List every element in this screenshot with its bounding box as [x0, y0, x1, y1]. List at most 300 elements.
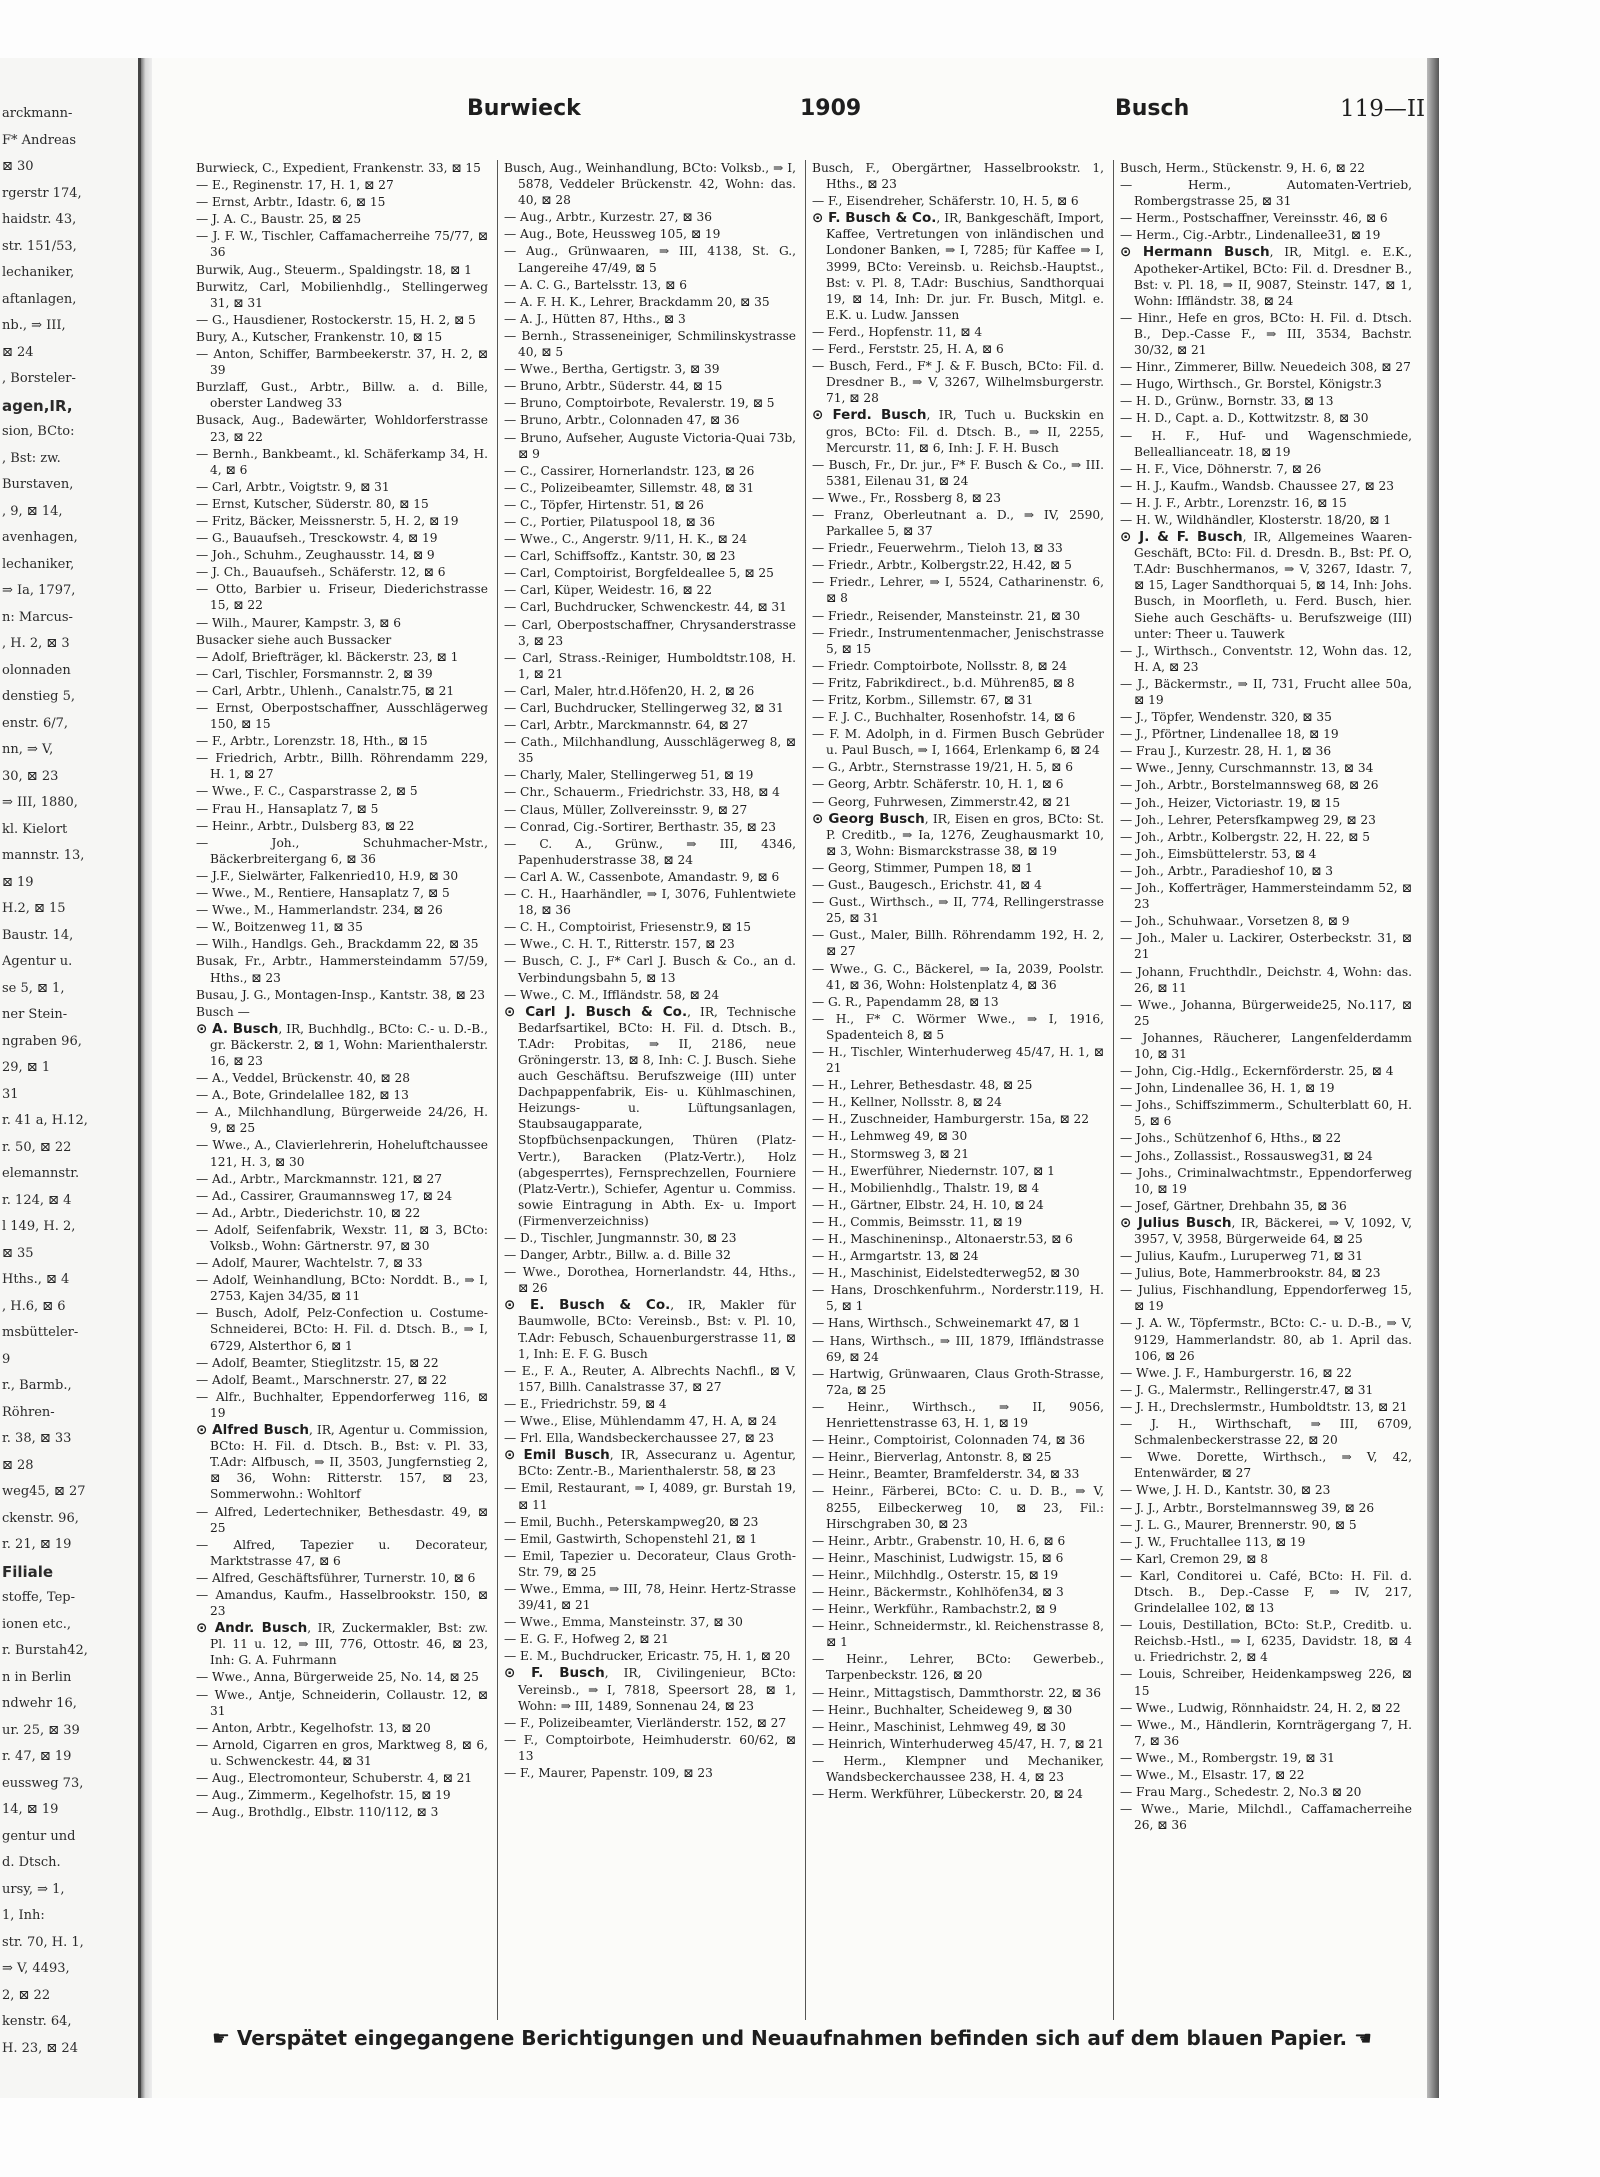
directory-entry: — Adolf, Briefträger, kl. Bäckerstr. 23, ⊠ 1: [196, 649, 459, 664]
prev-page-line: ursy, ⇒ 1,: [2, 1881, 65, 1897]
directory-entry: — A., Veddel, Brückenstr. 40, ⊠ 28: [196, 1071, 410, 1086]
directory-entry: — H., Tischler, Winterhuderweg 45/47, H. 1, ⊠ 21: [812, 1044, 1104, 1076]
prev-page-line: ⊠ 19: [2, 874, 34, 890]
prev-page-line: kenstr. 64,: [2, 2014, 72, 2029]
directory-entry: — Heinr., Arbtr., Grabenstr. 10, H. 6, ⊠ 6: [812, 1533, 1066, 1548]
directory-entry: — H., Armgartstr. 13, ⊠ 24: [812, 1249, 979, 1264]
directory-entry: — Otto, Barbier u. Friseur, Diederichstrasse 15, ⊠ 22: [196, 582, 488, 613]
directory-entry: — A., Bote, Grindelallee 182, ⊠ 13: [196, 1088, 409, 1103]
prev-page-line: arckmann-: [2, 106, 73, 121]
directory-entry: — Aug., Brothdlg., Elbstr. 110/112, ⊠ 3: [196, 1805, 439, 1820]
directory-entry: — Heinr., Lehrer, BCto: Gewerbeb., Tarpenbeckstr. 126, ⊠ 20: [812, 1652, 1104, 1683]
directory-entry: — Ad., Cassirer, Graumannsweg 17, ⊠ 24: [196, 1188, 453, 1203]
prev-page-line: ⇒ Ia, 1797,: [2, 583, 76, 598]
directory-entry: — H., Maschinist, Eidelstedterweg52, ⊠ 30: [812, 1266, 1080, 1281]
prev-page-line: elemannstr.: [2, 1166, 80, 1181]
directory-entry: — G., Bauaufseh., Tresckowstr. 4, ⊠ 19: [196, 531, 438, 546]
prev-page-line: Burstaven,: [2, 477, 74, 492]
directory-entry: — Alfred, Geschäftsführer, Turnerstr. 10, ⊠ 6: [196, 1570, 476, 1585]
directory-entry: — D., Tischler, Jungmannstr. 30, ⊠ 23: [504, 1231, 737, 1245]
prev-page-line: , Borsteler-: [2, 371, 76, 386]
directory-entry: — Carl, Schiffsoffz., Kantstr. 30, ⊠ 23: [504, 549, 736, 564]
directory-page: [152, 58, 1427, 2098]
prev-page-line: ckenstr. 96,: [2, 1510, 79, 1526]
prev-page-line: 1, Inh:: [2, 1908, 45, 1923]
directory-entry: — H., Zuschneider, Hamburgerstr. 15a, ⊠ 22: [812, 1112, 1090, 1127]
directory-entry: — Friedr., Lehrer, ⇒ I, 5524, Catharinenstr. 6, ⊠ 8: [812, 575, 1104, 606]
prev-page-line: Filiale: [2, 1563, 54, 1580]
directory-entry: — Herm., Cig.-Arbtr., Lindenallee31, ⊠ 19: [1120, 228, 1381, 243]
prev-page-line: nb., ⇒ III,: [2, 318, 66, 333]
firm-entry: ⊙ Carl J. Busch & Co., IR, Technische Bedarfsartikel, BCto: H. Fil. d. Dtsch. B., T.Adr: Probitas, ⇒ II, 2186, neue Gröningerstr. 13, ⊠ 8, Inh: C. J. Busch. Siehe auch Geschäftsu. Berufszweige (III) unter Dachpappenfabrik, Eis- u. Kühlmaschinen, Heizungs- u. Lüftungsanlagen, Staubsaugapparate, Stopfbüchsenpackungen, Thüren (Platz-Vertr.), Baracken (Platz-Vertr.), Holz (abgesperrtes), Fernsprechzellen, Fourniere (Platz-Vertr.), Schiefer, Agentur u. Commiss. sowie Eintragung in Abth. Ex- u. Import (Firmenverzeichniss): [504, 1003, 796, 1228]
directory-entry: — J., Töpfer, Wendenstr. 320, ⊠ 35: [1120, 710, 1332, 725]
directory-entry: — Emil, Gastwirth, Schopenstehl 21, ⊠ 1: [504, 1531, 758, 1546]
directory-entry: — H. F., Vice, Döhnerstr. 7, ⊠ 26: [1120, 461, 1322, 476]
directory-entry: — Heinr., Bäckermstr., Kohlhöfen34, ⊠ 3: [812, 1584, 1064, 1599]
pointing-hand-icon: ☚: [1354, 2026, 1372, 2050]
directory-entry: — Herm., Postschaffner, Vereinsstr. 46, ⊠ 6: [1120, 211, 1388, 226]
prev-page-line: ndwehr 16,: [2, 1696, 77, 1711]
directory-entry: — Carl, Buchdrucker, Stellingerweg 32, ⊠ 31: [504, 701, 784, 715]
directory-entry: — Alfred, Tapezier u. Decorateur, Marktstrasse 47, ⊠ 6: [196, 1537, 488, 1568]
prev-page-line: Röhren-: [2, 1404, 55, 1420]
directory-entry: — Georg, Arbtr. Schäferstr. 10, H. 1, ⊠ 6: [812, 777, 1064, 792]
directory-entry: — J. H., Drechslermstr., Humboldtstr. 13, ⊠ 21: [1120, 1399, 1408, 1414]
directory-entry: — C., Polizeibeamter, Sillemstr. 48, ⊠ 31: [504, 480, 755, 495]
directory-entry: — Joh., Schuhwaar., Vorsetzen 8, ⊠ 9: [1120, 914, 1350, 929]
directory-entry: — Bruno, Arbtr., Colonnaden 47, ⊠ 36: [504, 413, 740, 428]
directory-entry: — Fritz, Fabrikdirect., b.d. Mühren85, ⊠ 8: [812, 675, 1075, 690]
firm-entry: ⊙ Julius Busch, IR, Bäckerei, ⇒ V, 1092, V, 3957, V, 3958, Bürgerweide 64, ⊠ 25: [1120, 1214, 1412, 1246]
directory-entry: — Wwe., Emma, ⇒ III, 78, Heinr. Hertz-Strasse 39/41, ⊠ 21: [504, 1581, 796, 1613]
directory-entry: — Joh., Schuhmacher-Mstr., Bäckerbreitergang 6, ⊠ 36: [196, 835, 488, 866]
prev-page-line: r. 47, ⊠ 19: [2, 1749, 72, 1764]
directory-entry: — F. J. C., Buchhalter, Rosenhofstr. 14, ⊠ 6: [812, 710, 1076, 725]
directory-entry: — Heinr., Wirthsch., ⇒ II, 9056, Henriettenstrasse 63, H. 1, ⊠ 19: [812, 1399, 1104, 1431]
directory-entry: — Wwe., Johanna, Bürgerweide25, No.117, ⊠ 25: [1120, 997, 1412, 1028]
prev-page-line: n in Berlin: [2, 1669, 72, 1685]
directory-entry: — J. Ch., Bauaufseh., Schäferstr. 12, ⊠ 6: [196, 565, 446, 580]
prev-page-line: r. 41 a, H.12,: [2, 1113, 88, 1128]
firm-entry: ⊙ E. Busch & Co., IR, Makler für Baumwolle, BCto: Vereinsb., Bst: v. Pl. 10, T.Adr: Febusch, Schauenburgerstrasse 11, ⊠ 1, Inh: E. F. G. Busch: [504, 1297, 796, 1361]
prev-page-line: , H. 2, ⊠ 3: [2, 636, 70, 651]
directory-entry: — Adolf, Beamter, Stieglitzstr. 15, ⊠ 22: [196, 1355, 439, 1370]
prev-page-line: str. 151/53,: [2, 238, 77, 254]
directory-entry: — Arnold, Cigarren en gros, Marktweg 8, ⊠ 6, u. Schwenckestr. 44, ⊠ 31: [196, 1737, 488, 1768]
directory-entry: — G. R., Papendamm 28, ⊠ 13: [812, 994, 999, 1009]
directory-entry: — Heinr., Färberei, BCto: C. u. D. B., ⇒ V, 8255, Eilbeckerweg 10, ⊠ 23, Fil.: Hirschgraben 30, ⊠ 23: [812, 1484, 1104, 1531]
prev-page-line: ⇒ III, 1880,: [2, 795, 78, 810]
directory-entry: — Adolf, Weinhandlung, BCto: Norddt. B., ⇒ I, 2753, Kajen 34/35, ⊠ 11: [196, 1273, 488, 1304]
directory-entry: — Wwe., Anna, Bürgerweide 25, No. 14, ⊠ 25: [196, 1670, 479, 1685]
prev-page-line: rgerstr 174,: [2, 185, 82, 201]
directory-entry: — Carl, Arbtr., Voigtstr. 9, ⊠ 31: [196, 479, 390, 494]
column-divider: [497, 160, 498, 2020]
footer-notice: [192, 2026, 1392, 2056]
prev-page-line: 30, ⊠ 23: [2, 768, 59, 784]
directory-entry: — J. H., Wirthschaft, ⇒ III, 6709, Schmalenbeckerstrasse 22, ⊠ 20: [1120, 1417, 1412, 1448]
firm-entry: ⊙ Emil Busch, IR, Assecuranz u. Agentur, BCto: Zentr.-B., Marienthalerstr. 58, ⊠ 23: [504, 1447, 796, 1479]
directory-entry: — C. A., Grünw., ⇒ III, 4346, Papenhuderstrasse 38, ⊠ 24: [504, 836, 796, 867]
directory-entry: — Bruno, Comptoirbote, Revalerstr. 19, ⊠ 5: [504, 396, 775, 411]
directory-entry: — Louis, Schreiber, Heidenkampsweg 226, ⊠ 15: [1120, 1667, 1412, 1698]
directory-entry: — Heinr., Schneidermstr., kl. Reichenstrasse 8, ⊠ 1: [812, 1619, 1104, 1650]
directory-entry: — Wwe., C. M., Iffländstr. 58, ⊠ 24: [504, 987, 720, 1002]
directory-entry: — H., Lehrer, Bethesdastr. 48, ⊠ 25: [812, 1078, 1033, 1093]
directory-entry: — Wwe., M., Rombergstr. 19, ⊠ 31: [1120, 1750, 1335, 1765]
directory-entry: — Friedr., Feuerwehrm., Tieloh 13, ⊠ 33: [812, 541, 1063, 556]
directory-entry: — Joh., Arbtr., Borstelmannsweg 68, ⊠ 26: [1120, 778, 1379, 793]
directory-column-4: [1120, 160, 1412, 2020]
directory-entry: — Aug., Arbtr., Kurzestr. 27, ⊠ 36: [504, 210, 712, 225]
directory-entry: — Heinr., Mittagstisch, Dammthorstr. 22, ⊠ 36: [812, 1685, 1102, 1700]
directory-entry: — E. G. F., Hofweg 2, ⊠ 21: [504, 1632, 669, 1647]
prev-page-line: , 9, ⊠ 14,: [2, 503, 63, 519]
column-divider: [805, 160, 806, 2020]
directory-entry: — Joh., Eimsbüttelerstr. 53, ⊠ 4: [1120, 846, 1317, 861]
directory-entry: — W., Boitzenweg 11, ⊠ 35: [196, 920, 363, 935]
directory-entry: — Wwe., Elise, Mühlendamm 47, H. A, ⊠ 24: [504, 1414, 777, 1429]
directory-entry: — H., Kellner, Nollsstr. 8, ⊠ 24: [812, 1095, 1002, 1110]
directory-entry: — John, Lindenallee 36, H. 1, ⊠ 19: [1120, 1081, 1335, 1096]
directory-entry: — J., Pförtner, Lindenallee 18, ⊠ 19: [1120, 727, 1339, 742]
directory-entry: — Wwe., Fr., Rossberg 8, ⊠ 23: [812, 490, 1002, 505]
prev-page-line: agen,IR,: [2, 397, 73, 414]
directory-entry: — Frau J., Kurzestr. 28, H. 1, ⊠ 36: [1120, 744, 1332, 759]
directory-entry: — Bruno, Arbtr., Süderstr. 44, ⊠ 15: [504, 379, 723, 394]
directory-entry: — Busch, Adolf, Pelz-Confection u. Costume-Schneiderei, BCto: H. Fil. d. Dtsch. B., ⇒ I, 6729, Alsterthor 6, ⊠ 1: [196, 1306, 488, 1353]
header-year: 1909: [800, 96, 862, 121]
directory-entry: — Wwe., M., Hammerlandstr. 234, ⊠ 26: [196, 903, 443, 918]
prev-page-line: 14, ⊠ 19: [2, 1802, 59, 1817]
prev-page-line: 29, ⊠ 1: [2, 1060, 51, 1075]
directory-entry: Busch, Herm., Stückenstr. 9, H. 6, ⊠ 22: [1120, 161, 1366, 175]
directory-entry: — Wilh., Maurer, Kampstr. 3, ⊠ 6: [196, 615, 401, 630]
directory-entry: — Johann, Fruchthdlr., Deichstr. 4, Wohn: das. 26, ⊠ 11: [1120, 964, 1412, 995]
prev-page-line: r. 21, ⊠ 19: [2, 1537, 72, 1552]
directory-entry: — Julius, Kaufm., Luruperweg 71, ⊠ 31: [1120, 1249, 1363, 1264]
directory-entry: — John, Cig.-Hdlg., Eckernförderstr. 25, ⊠ 4: [1120, 1064, 1394, 1079]
directory-entry: — Conrad, Cig.-Sortirer, Berthastr. 35, ⊠ 23: [504, 819, 777, 834]
directory-entry: — Ernst, Oberpostschaffner, Ausschlägerweg 150, ⊠ 15: [196, 701, 488, 732]
previous-page-fragment: [0, 58, 141, 2098]
prev-page-line: ur. 25, ⊠ 39: [2, 1722, 80, 1738]
directory-entry: — J., Wirthsch., Conventstr. 12, Wohn das. 12, H. A, ⊠ 23: [1120, 643, 1412, 674]
prev-page-line: ngraben 96,: [2, 1033, 82, 1049]
directory-entry: — H., Gärtner, Elbstr. 24, H. 10, ⊠ 24: [812, 1197, 1044, 1212]
directory-entry: — Wwe., Bertha, Gertigstr. 3, ⊠ 39: [504, 362, 720, 377]
column-divider: [1113, 160, 1114, 2020]
directory-entry: — Hans, Wirthsch., ⇒ III, 1879, Iffländstrasse 69, ⊠ 24: [812, 1333, 1104, 1364]
directory-entry: Busch —: [196, 1004, 250, 1019]
directory-entry: — Carl, Arbtr., Uhlenh., Canalstr.75, ⊠ 21: [196, 683, 455, 698]
directory-entry: — Bruno, Aufseher, Auguste Victoria-Quai 73b, ⊠ 9: [504, 430, 796, 461]
directory-entry: — C. H., Haarhändler, ⇒ I, 3076, Fuhlentwiete 18, ⊠ 36: [504, 887, 796, 918]
directory-entry: Busch, Aug., Weinhandlung, BCto: Volksb., ⇒ I, 5878, Veddeler Brückenstr. 42, Wohn: das. 40, ⊠ 28: [504, 161, 796, 208]
directory-entry: — Heinr., Beamter, Bramfelderstr. 34, ⊠ 33: [812, 1467, 1080, 1482]
prev-page-line: sion, BCto:: [2, 424, 75, 439]
directory-entry: — Ernst, Arbtr., Idastr. 6, ⊠ 15: [196, 195, 386, 210]
directory-entry: — Ferd., Hopfenstr. 11, ⊠ 4: [812, 324, 983, 339]
directory-entry: — Anton, Arbtr., Kegelhofstr. 13, ⊠ 20: [196, 1720, 431, 1735]
prev-page-line: r., Barmb.,: [2, 1378, 72, 1393]
directory-entry: — Wwe., M., Elsastr. 17, ⊠ 22: [1120, 1768, 1305, 1782]
directory-entry: — H., Mobilienhdlg., Thalstr. 19, ⊠ 4: [812, 1180, 1040, 1195]
directory-column-2: [504, 160, 796, 2020]
directory-entry: — Anton, Schiffer, Barmbeekerstr. 37, H. 2, ⊠ 39: [196, 347, 488, 378]
page-header: [152, 96, 1427, 136]
directory-entry: — Carl, Tischler, Forsmannstr. 2, ⊠ 39: [196, 666, 433, 681]
directory-entry: — Johannes, Räucherer, Langenfelderdamm 10, ⊠ 31: [1120, 1030, 1412, 1061]
pointing-hand-icon: ☛: [211, 2026, 230, 2050]
directory-entry: — G., Arbtr., Sternstrasse 19/21, H. 5, ⊠ 6: [812, 760, 1073, 775]
directory-entry: — Joh., Kofferträger, Hammersteindamm 52, ⊠ 23: [1120, 881, 1412, 912]
directory-entry: — H., Stormsweg 3, ⊠ 21: [812, 1146, 969, 1161]
directory-entry: — Adolf, Seifenfabrik, Wexstr. 11, ⊠ 3, BCto: Volksb., Wohn: Gärtnerstr. 97, ⊠ 30: [196, 1222, 488, 1253]
directory-entry: — Wwe. Dorette, Wirthsch., ⇒ V, 42, Entenwärder, ⊠ 27: [1120, 1450, 1412, 1481]
directory-entry: — Adolf, Maurer, Wachtelstr. 7, ⊠ 33: [196, 1256, 423, 1271]
directory-entry: — Emil, Restaurant, ⇒ I, 4089, gr. Burstah 19, ⊠ 11: [504, 1481, 796, 1512]
directory-entry: — Wwe., Antje, Schneiderin, Collaustr. 12, ⊠ 31: [196, 1687, 488, 1718]
firm-entry: ⊙ A. Busch, IR, Buchhdlg., BCto: C.- u. D.-B., gr. Bäckerstr. 2, ⊠ 1, Wohn: Marienthalerstr. 16, ⊠ 23: [196, 1020, 488, 1068]
directory-entry: — Hugo, Wirthsch., Gr. Borstel, Königstr.3: [1120, 377, 1382, 392]
directory-entry: — Herm. Werkführer, Lübeckerstr. 20, ⊠ 24: [812, 1787, 1083, 1802]
directory-entry: Burwieck, C., Expedient, Frankenstr. 33, ⊠ 15: [196, 161, 481, 175]
directory-entry: — Georg, Stimmer, Pumpen 18, ⊠ 1: [812, 860, 1033, 875]
prev-page-line: , H.6, ⊠ 6: [2, 1298, 66, 1314]
directory-entry: Busak, Fr., Arbtr., Hammersteindamm 57/59, Hths., ⊠ 23: [196, 954, 488, 985]
directory-entry: — Wwe. J. F., Hamburgerstr. 16, ⊠ 22: [1120, 1365, 1352, 1380]
prev-page-line: ner Stein-: [2, 1007, 68, 1022]
directory-entry: — Carl A. W., Cassenbote, Amandastr. 9, ⊠ 6: [504, 869, 780, 884]
directory-entry: — Joh., Schuhm., Zeughausstr. 14, ⊠ 9: [196, 548, 435, 563]
prev-page-line: ⊠ 28: [2, 1457, 34, 1473]
directory-entry: — Hans, Droschkenfuhrm., Norderstr.119, H. 5, ⊠ 1: [812, 1283, 1104, 1314]
header-last-name: Busch: [1115, 96, 1190, 121]
directory-entry: — Danger, Arbtr., Billw. a. d. Bille 32: [504, 1248, 731, 1263]
directory-entry: — Wwe., F. C., Casparstrasse 2, ⊠ 5: [196, 784, 418, 799]
directory-entry: — Aug., Grünwaaren, ⇒ III, 4138, St. G., Langereihe 47/49, ⊠ 5: [504, 244, 796, 275]
directory-entry: — Hartwig, Grünwaaren, Claus Groth-Strasse, 72a, ⊠ 25: [812, 1366, 1104, 1397]
directory-entry: — Johs., Criminalwachtmstr., Eppendorferweg 10, ⊠ 19: [1120, 1165, 1412, 1196]
directory-entry: — C., Töpfer, Hirtenstr. 51, ⊠ 26: [504, 497, 704, 512]
directory-entry: — Heinr., Werkführ., Rambachstr.2, ⊠ 9: [812, 1602, 1057, 1617]
directory-entry: — Karl, Conditorei u. Café, BCto: H. Fil. d. Dtsch. B., Dep.-Casse F, ⇒ IV, 217, Grindelallee 102, ⊠ 13: [1120, 1568, 1412, 1616]
directory-entry: — Alfred, Ledertechniker, Bethesdastr. 49, ⊠ 25: [196, 1504, 488, 1535]
directory-entry: — H. D., Capt. a. D., Kottwitzstr. 8, ⊠ 30: [1120, 411, 1369, 426]
directory-entry: — J. G., Malermstr., Rellingerstr.47, ⊠ 31: [1120, 1382, 1374, 1397]
directory-entry: — Heinr., Comptoirist, Colonnaden 74, ⊠ 36: [812, 1433, 1085, 1448]
directory-entry: — E., F. A., Reuter, A. Albrechts Nachfl., ⊠ V, 157, Billh. Canalstrasse 37, ⊠ 27: [504, 1363, 796, 1394]
directory-entry: — Wwe, J. H. D., Kantstr. 30, ⊠ 23: [1120, 1483, 1331, 1498]
directory-entry: Busacker siehe auch Bussacker: [196, 632, 392, 647]
firm-entry: ⊙ J. & F. Busch, IR, Allgemeines Waaren-Geschäft, BCto: Fil. d. Dresdn. B., Bst: Pf. O, T.Adr: Buschhermanos, ⇒ V, 3267, Idastr. 7, ⊠ 15, Lager Sandthorquai 5, ⊠ 14, Inh: Johs. Busch, in Moorfleth, u. Ferd. Busch, hier. Siehe auch Geschäfts- u. Berufszweige (III) unter: Theer u. Tauwerk: [1120, 529, 1412, 641]
directory-entry: — J.F., Sielwärter, Falkenried10, H.9, ⊠ 30: [196, 868, 459, 883]
directory-entry: — A. F. H. K., Lehrer, Brackdamm 20, ⊠ 35: [504, 294, 770, 309]
directory-entry: — Frau Marg., Schedestr. 2, No.3 ⊠ 20: [1120, 1785, 1362, 1800]
directory-entry: — Julius, Fischhandlung, Eppendorferweg 15, ⊠ 19: [1120, 1283, 1412, 1314]
directory-entry: — Heinrich, Winterhuderweg 45/47, H. 7, ⊠ 21: [812, 1736, 1104, 1751]
directory-entry: — Fritz, Korbm., Sillemstr. 67, ⊠ 31: [812, 693, 1034, 707]
directory-entry: — Gust., Wirthsch., ⇒ II, 774, Rellingerstrasse 25, ⊠ 31: [812, 895, 1104, 926]
directory-entry: — Friedr. Comptoirbote, Nollsstr. 8, ⊠ 24: [812, 658, 1068, 673]
directory-entry: — Gust., Maler, Billh. Röhrendamm 192, H. 2, ⊠ 27: [812, 928, 1104, 959]
directory-entry: — F., Polizeibeamter, Vierländerstr. 152, ⊠ 27: [504, 1715, 787, 1730]
book-gutter: [141, 58, 152, 2098]
directory-entry: — Wwe., Ludwig, Rönnhaidstr. 24, H. 2, ⊠ 22: [1120, 1700, 1401, 1715]
directory-entry: — Bernh., Strasseneiniger, Schmilinskystrasse 40, ⊠ 5: [504, 328, 796, 360]
directory-entry: — J. L. G., Maurer, Brennerstr. 90, ⊠ 5: [1120, 1517, 1357, 1532]
prev-page-line: r. Burstah42,: [2, 1643, 88, 1658]
directory-entry: — Ernst, Kutscher, Süderstr. 80, ⊠ 15: [196, 496, 429, 511]
prev-page-line: r. 38, ⊠ 33: [2, 1431, 72, 1446]
directory-column-1: [196, 160, 488, 2020]
prev-page-line: ⊠ 35: [2, 1245, 34, 1261]
directory-entry: — Ad., Arbtr., Diederichstr. 10, ⊠ 22: [196, 1205, 421, 1220]
directory-entry: — Cath., Milchhandlung, Ausschlägerweg 8, ⊠ 35: [504, 735, 796, 766]
firm-entry: ⊙ Hermann Busch, IR, Mitgl. e. E.K., Apotheker-Artikel, BCto: Fil. d. Dresdner B., Bst: v. Pl. 18, ⇒ II, 9087, Steinstr. 147, ⊠ 1, Wohn: Iffländstr. 38, ⊠ 24: [1120, 244, 1412, 308]
directory-entry: — H. F., Huf- und Wagenschmiede, Belleallianceatr. 18, ⊠ 19: [1120, 428, 1412, 459]
footer-text: Verspätet eingegangene Berichtigungen und Neuaufnahmen befinden sich auf dem blauen Papier.: [236, 2026, 1348, 2050]
page-edge: [1427, 58, 1439, 2098]
directory-entry: — Wwe., M., Rentiere, Hansaplatz 7, ⊠ 5: [196, 886, 450, 901]
directory-entry: — Hans, Wirthsch., Schweinemarkt 47, ⊠ 1: [812, 1316, 1081, 1331]
header-first-name: Burwieck: [467, 96, 581, 121]
directory-entry: — J. W., Fruchtallee 113, ⊠ 19: [1120, 1534, 1306, 1549]
prev-page-line: kl. Kielort: [2, 821, 68, 837]
directory-entry: — Wwe., Jenny, Curschmannstr. 13, ⊠ 34: [1120, 761, 1374, 776]
directory-entry: — C., Portier, Pilatuspool 18, ⊠ 36: [504, 514, 716, 529]
directory-entry: — F., Eisendreher, Schäferstr. 10, H. 5, ⊠ 6: [812, 194, 1079, 209]
directory-entry: — Friedrich, Arbtr., Billh. Röhrendamm 229, H. 1, ⊠ 27: [196, 751, 488, 782]
directory-entry: — Aug., Zimmerm., Kegelhofstr. 15, ⊠ 19: [196, 1788, 451, 1803]
directory-entry: — Johs., Schiffszimmerm., Schulterblatt 60, H. 5, ⊠ 6: [1120, 1098, 1412, 1129]
directory-entry: — E., Reginenstr. 17, H. 1, ⊠ 27: [196, 178, 394, 193]
directory-entry: — Frau H., Hansaplatz 7, ⊠ 5: [196, 801, 379, 816]
prev-page-line: F* Andreas: [2, 132, 77, 148]
directory-entry: — J. J., Arbtr., Borstelmannsweg 39, ⊠ 26: [1120, 1500, 1375, 1515]
prev-page-line: lechaniker,: [2, 265, 75, 280]
prev-page-line: mannstr. 13,: [2, 848, 85, 863]
directory-entry: — H., Commis, Beimsstr. 11, ⊠ 19: [812, 1214, 1023, 1229]
directory-entry: — C., Cassirer, Hornerlandstr. 123, ⊠ 26: [504, 463, 755, 478]
prev-page-line: Hths., ⊠ 4: [2, 1272, 70, 1287]
prev-page-line: str. 70, H. 1,: [2, 1934, 84, 1950]
directory-entry: — Herm., Automaten-Vertrieb, Rombergstrasse 25, ⊠ 31: [1120, 178, 1412, 209]
directory-entry: — Aug., Bote, Heussweg 105, ⊠ 19: [504, 227, 721, 242]
directory-entry: — A. J., Hütten 87, Hths., ⊠ 3: [504, 311, 686, 326]
prev-page-line: ⇒ V, 4493,: [2, 1961, 70, 1976]
directory-entry: — F., Comptoirbote, Heimhuderstr. 60/62, ⊠ 13: [504, 1732, 796, 1763]
directory-entry: — Carl, Oberpostschaffner, Chrysanderstrasse 3, ⊠ 23: [504, 617, 796, 648]
directory-entry: — J. F. W., Tischler, Caffamacherreihe 75/77, ⊠ 36: [196, 229, 488, 260]
directory-entry: — Emil, Tapezier u. Decorateur, Claus Groth-Str. 79, ⊠ 25: [504, 1548, 796, 1579]
prev-page-line: l 149, H. 2,: [2, 1219, 76, 1234]
directory-entry: — E., Friedrichstr. 59, ⊠ 4: [504, 1396, 667, 1411]
directory-entry: — Heinr., Maschinist, Lehmweg 49, ⊠ 30: [812, 1719, 1066, 1734]
prev-page-line: avenhagen,: [2, 530, 78, 545]
directory-entry: — Joh., Lehrer, Petersfkampweg 29, ⊠ 23: [1120, 812, 1376, 827]
directory-entry: — Wwe., Marie, Milchdl., Caffamacherreihe 26, ⊠ 36: [1120, 1802, 1412, 1833]
directory-entry: — J. A. W., Töpfermstr., BCto: C.- u. D.-B., ⇒ V, 9129, Hammerlandstr. 80, ab 1. April das. 106, ⊠ 26: [1120, 1316, 1412, 1363]
prev-page-line: gentur und: [2, 1828, 76, 1844]
directory-entry: — Busch, C. J., F* Carl J. Busch & Co., an d. Verbindungsbahn 5, ⊠ 13: [504, 954, 796, 985]
directory-entry: — Alfr., Buchhalter, Eppendorferweg 116, ⊠ 19: [196, 1389, 488, 1420]
directory-entry: — H., Ewerführer, Niedernstr. 107, ⊠ 1: [812, 1163, 1055, 1178]
prev-page-line: aftanlagen,: [2, 291, 77, 307]
firm-entry: ⊙ Ferd. Busch, IR, Tuch u. Buckskin en gros, BCto: Fil. d. Dtsch. B., ⇒ II, 2255, Mercurstr. 11, ⊠ 6, Inh: J. F. H. Busch: [812, 407, 1104, 455]
directory-entry: — Joh., Heizer, Victoriastr. 19, ⊠ 15: [1120, 795, 1341, 810]
prev-page-line: lechaniker,: [2, 556, 75, 572]
directory-entry: — Georg, Fuhrwesen, Zimmerstr.42, ⊠ 21: [812, 794, 1072, 809]
directory-entry: — Wwe., C., Angerstr. 9/11, H. K., ⊠ 24: [504, 532, 748, 547]
directory-entry: — Heinr., Arbtr., Dulsberg 83, ⊠ 22: [196, 818, 415, 833]
directory-entry: — F. M. Adolph, in d. Firmen Busch Gebrüder u. Paul Busch, ⇒ I, 1664, Erlenkamp 6, ⊠ 24: [812, 727, 1104, 758]
directory-entry: Busack, Aug., Badewärter, Wohldorferstrasse 23, ⊠ 22: [196, 413, 488, 444]
directory-entry: — Karl, Cremon 29, ⊠ 8: [1120, 1551, 1268, 1566]
directory-entry: — J. A. C., Baustr. 25, ⊠ 25: [196, 212, 362, 227]
page-number: 119—II: [1340, 96, 1426, 122]
directory-entry: — Emil, Buchh., Peterskampweg20, ⊠ 23: [504, 1514, 759, 1529]
firm-entry: ⊙ Andr. Busch, IR, Zuckermakler, Bst: zw. Pl. 11 u. 12, ⇒ III, 776, Ottostr. 46, ⊠ 23, Inh: G. A. Fuhrmann: [196, 1620, 488, 1668]
directory-entry: — Hinr., Hefe en gros, BCto: H. Fil. d. Dtsch. B., Dep.-Casse F., ⇒ III, 3534, Bachstr. 30/32, ⊠ 21: [1120, 310, 1412, 358]
prev-page-line: Baustr. 14,: [2, 927, 74, 943]
directory-entry: — Julius, Bote, Hammerbrookstr. 84, ⊠ 23: [1120, 1266, 1381, 1281]
directory-entry: — Hinr., Zimmerer, Billw. Neuedeich 308, ⊠ 27: [1120, 360, 1411, 375]
directory-entry: — Chr., Schauerm., Friedrichstr. 33, H8, ⊠ 4: [504, 785, 780, 800]
directory-entry: — Friedr., Reisender, Mansteinstr. 21, ⊠ 30: [812, 608, 1081, 623]
firm-entry: ⊙ Georg Busch, IR, Eisen en gros, BCto: St. P. Creditb., ⇒ Ia, 1276, Zeughausmarkt 10, ⊠ 3, Wohn: Bismarckstrasse 38, ⊠ 19: [812, 810, 1104, 858]
directory-entry: — G., Hausdiener, Rostockerstr. 15, H. 2, ⊠ 5: [196, 312, 476, 327]
directory-entry: Bury, A., Kutscher, Frankenstr. 10, ⊠ 15: [196, 329, 443, 344]
firm-entry: ⊙ F. Busch & Co., IR, Bankgeschäft, Import, Kaffee, Vertretungen von inländischen und Londoner Banken, ⇒ I, 7285; für Kaffee ⇒ I, 3999, BCto: Vereinsb. u. Reichsb.-Hauptst., Bst: v. Pl. 8, T.Adr: Buschius, Sandthorquai 19, ⊠ 14, Inh: Dr. jur. Fr. Busch, Mitgl. e. E.K. u. Ludw. Janssen: [812, 210, 1104, 322]
directory-entry: — Friedr., Arbtr., Kolbergstr.22, H.42, ⊠ 5: [812, 558, 1072, 573]
prev-page-line: 9: [2, 1351, 11, 1367]
directory-entry: — Heinr., Milchhdlg., Osterstr. 15, ⊠ 19: [812, 1567, 1059, 1582]
directory-entry: — H. W., Wildhändler, Klosterstr. 18/20, ⊠ 1: [1120, 512, 1392, 527]
directory-entry: — A. C. G., Bartelsstr. 13, ⊠ 6: [504, 277, 687, 292]
directory-entry: — Wwe., Dorothea, Hornerlandstr. 44, Hths., ⊠ 26: [504, 1265, 796, 1296]
prev-page-line: n: Marcus-: [2, 609, 73, 625]
directory-entry: — Charly, Maler, Stellingerweg 51, ⊠ 19: [504, 768, 754, 783]
directory-entry: — Aug., Electromonteur, Schuberstr. 4, ⊠ 21: [196, 1771, 473, 1785]
directory-entry: — H. D., Grünw., Bornstr. 33, ⊠ 13: [1120, 394, 1334, 409]
directory-entry: — Johs., Schützenhof 6, Hths., ⊠ 22: [1120, 1131, 1342, 1146]
directory-entry: — A., Milchhandlung, Bürgerweide 24/26, H. 9, ⊠ 25: [196, 1105, 488, 1136]
prev-page-line: ⊠ 30: [2, 159, 34, 174]
prev-page-line: weg45, ⊠ 27: [2, 1484, 86, 1499]
directory-entry: — Wwe., G. C., Bäckerel, ⇒ Ia, 2039, Poolstr. 41, ⊠ 36, Wohn: Holstenplatz 4, ⊠ 36: [812, 961, 1104, 992]
directory-entry: — Ferd., Ferststr. 25, H. A, ⊠ 6: [812, 342, 1004, 357]
directory-entry: — Ad., Arbtr., Marckmannstr. 121, ⊠ 27: [196, 1171, 443, 1186]
directory-entry: Burwitz, Carl, Mobilienhdlg., Stellingerweg 31, ⊠ 31: [196, 279, 488, 310]
directory-entry: — Friedr., Instrumentenmacher, Jenischstrasse 5, ⊠ 15: [812, 625, 1104, 656]
directory-entry: — Louis, Destillation, BCto: St.P., Creditb. u. Reichsb.-Hstl., ⇒ I, 6235, Davidstr. 18, ⊠ 4 u. Friedrichstr. 2, ⊠ 4: [1120, 1618, 1412, 1665]
prev-page-line: r. 124, ⊠ 4: [2, 1192, 72, 1208]
prev-page-line: msbütteler-: [2, 1325, 79, 1340]
directory-entry: — Adolf, Beamt., Marschnerstr. 27, ⊠ 22: [196, 1372, 447, 1387]
directory-entry: Burzlaff, Gust., Arbtr., Billw. a. d. Bille, oberster Landweg 33: [196, 380, 488, 411]
directory-entry: — J., Bäckermstr., ⇒ II, 731, Frucht allee 50a, ⊠ 19: [1120, 676, 1412, 707]
directory-entry: — Claus, Müller, Zollvereinsstr. 9, ⊠ 27: [504, 802, 748, 817]
directory-entry: — F., Arbtr., Lorenzstr. 18, Hth., ⊠ 15: [196, 734, 428, 749]
directory-entry: — H. J. F., Arbtr., Lorenzstr. 16, ⊠ 15: [1120, 495, 1347, 510]
directory-entry: — Gust., Baugesch., Erichstr. 41, ⊠ 4: [812, 878, 1042, 893]
directory-entry: — Frl. Ella, Wandsbeckerchaussee 27, ⊠ 23: [504, 1431, 775, 1446]
directory-entry: — Josef, Gärtner, Drehbahn 35, ⊠ 36: [1120, 1198, 1347, 1213]
prev-page-line: stoffe, Tep-: [2, 1590, 75, 1605]
directory-entry: — H. J., Kaufm., Wandsb. Chaussee 27, ⊠ 23: [1120, 478, 1395, 493]
